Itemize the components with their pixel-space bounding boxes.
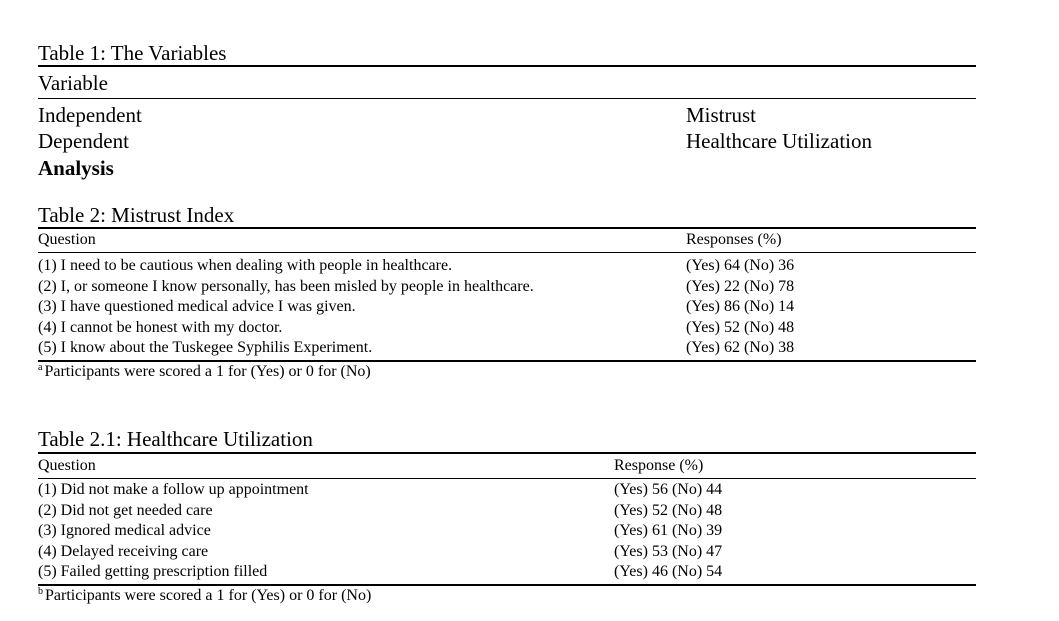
table-2-1: [38, 0, 976, 621]
table-2-1-row-response: (Yes) 53 (No) 47: [614, 542, 723, 560]
table-2-1-top-rule: [38, 452, 976, 454]
table-2-1-header-question: Question: [38, 457, 96, 474]
table-2-1-row-question: (2) Did not get needed care: [38, 501, 213, 519]
table-1-row-value: Mistrust: [686, 103, 757, 127]
table-2-row-question: (1) I need to be cautious when dealing with people in healthcare.: [38, 257, 453, 274]
table-2-footnote-text: Participants were scored a 1 for (Yes) or 0 for (No): [44, 363, 371, 380]
table-2-row-response: (Yes) 22 (No) 78: [686, 277, 795, 295]
table-2-1-footnote-text: Participants were scored a 1 for (Yes) or 0 for (No): [45, 587, 372, 604]
table-1-caption: Table 1: The Variables: [38, 41, 227, 65]
table-2-1-header-rule: [38, 478, 976, 479]
table-2-1-row-response: (Yes) 56 (No) 44: [614, 481, 723, 498]
table-2-1-footnote-mark: b: [38, 586, 43, 597]
table-2-1-header-response: Response (%): [614, 457, 704, 474]
table-1-row-label: Independent: [38, 103, 142, 127]
table-2-header-question: Question: [38, 231, 96, 248]
table-2-1-row-response: (Yes) 46 (No) 54: [614, 563, 723, 580]
table-2-row-question: (3) I have questioned medical advice I was given.: [38, 298, 356, 315]
table-2-row-question: (4) I cannot be honest with my doctor.: [38, 318, 283, 336]
table-2-1-row-question: (1) Did not make a follow up appointment: [38, 481, 309, 498]
table-2-1-row-question: (3) Ignored medical advice: [38, 522, 211, 539]
table-1-analysis-label: Analysis: [38, 156, 114, 180]
table-2-1-row-question: (5) Failed getting prescription filled: [38, 563, 268, 580]
table-2-header-responses: Responses (%): [686, 231, 782, 248]
table-2-row-response: (Yes) 52 (No) 48: [686, 318, 795, 336]
table-2-1-row-response: (Yes) 52 (No) 48: [614, 501, 723, 519]
table-1-header-variable: Variable: [38, 71, 108, 95]
table-2-caption: Table 2: Mistrust Index: [38, 203, 235, 227]
table-1-row-label: Dependent: [38, 129, 129, 153]
table-2-row-response: (Yes) 64 (No) 36: [686, 257, 795, 274]
table-1-row-value: Healthcare Utilization: [686, 129, 872, 153]
table-2-row-question: (5) I know about the Tuskegee Syphilis Experiment.: [38, 339, 373, 356]
table-2-row-response: (Yes) 62 (No) 38: [686, 339, 795, 356]
table-2-1-caption: Table 2.1: Healthcare Utilization: [38, 427, 313, 451]
table-2-1-footnote: [38, 586, 371, 609]
table-2-row-question: (2) I, or someone I know personally, has been misled by people in healthcare.: [38, 277, 534, 295]
table-2-row-response: (Yes) 86 (No) 14: [686, 298, 795, 315]
table-2-1-row-response: (Yes) 61 (No) 39: [614, 522, 723, 539]
table-2-footnote-mark: a: [38, 362, 43, 373]
table-2-1-row-question: (4) Delayed receiving care: [38, 542, 209, 560]
